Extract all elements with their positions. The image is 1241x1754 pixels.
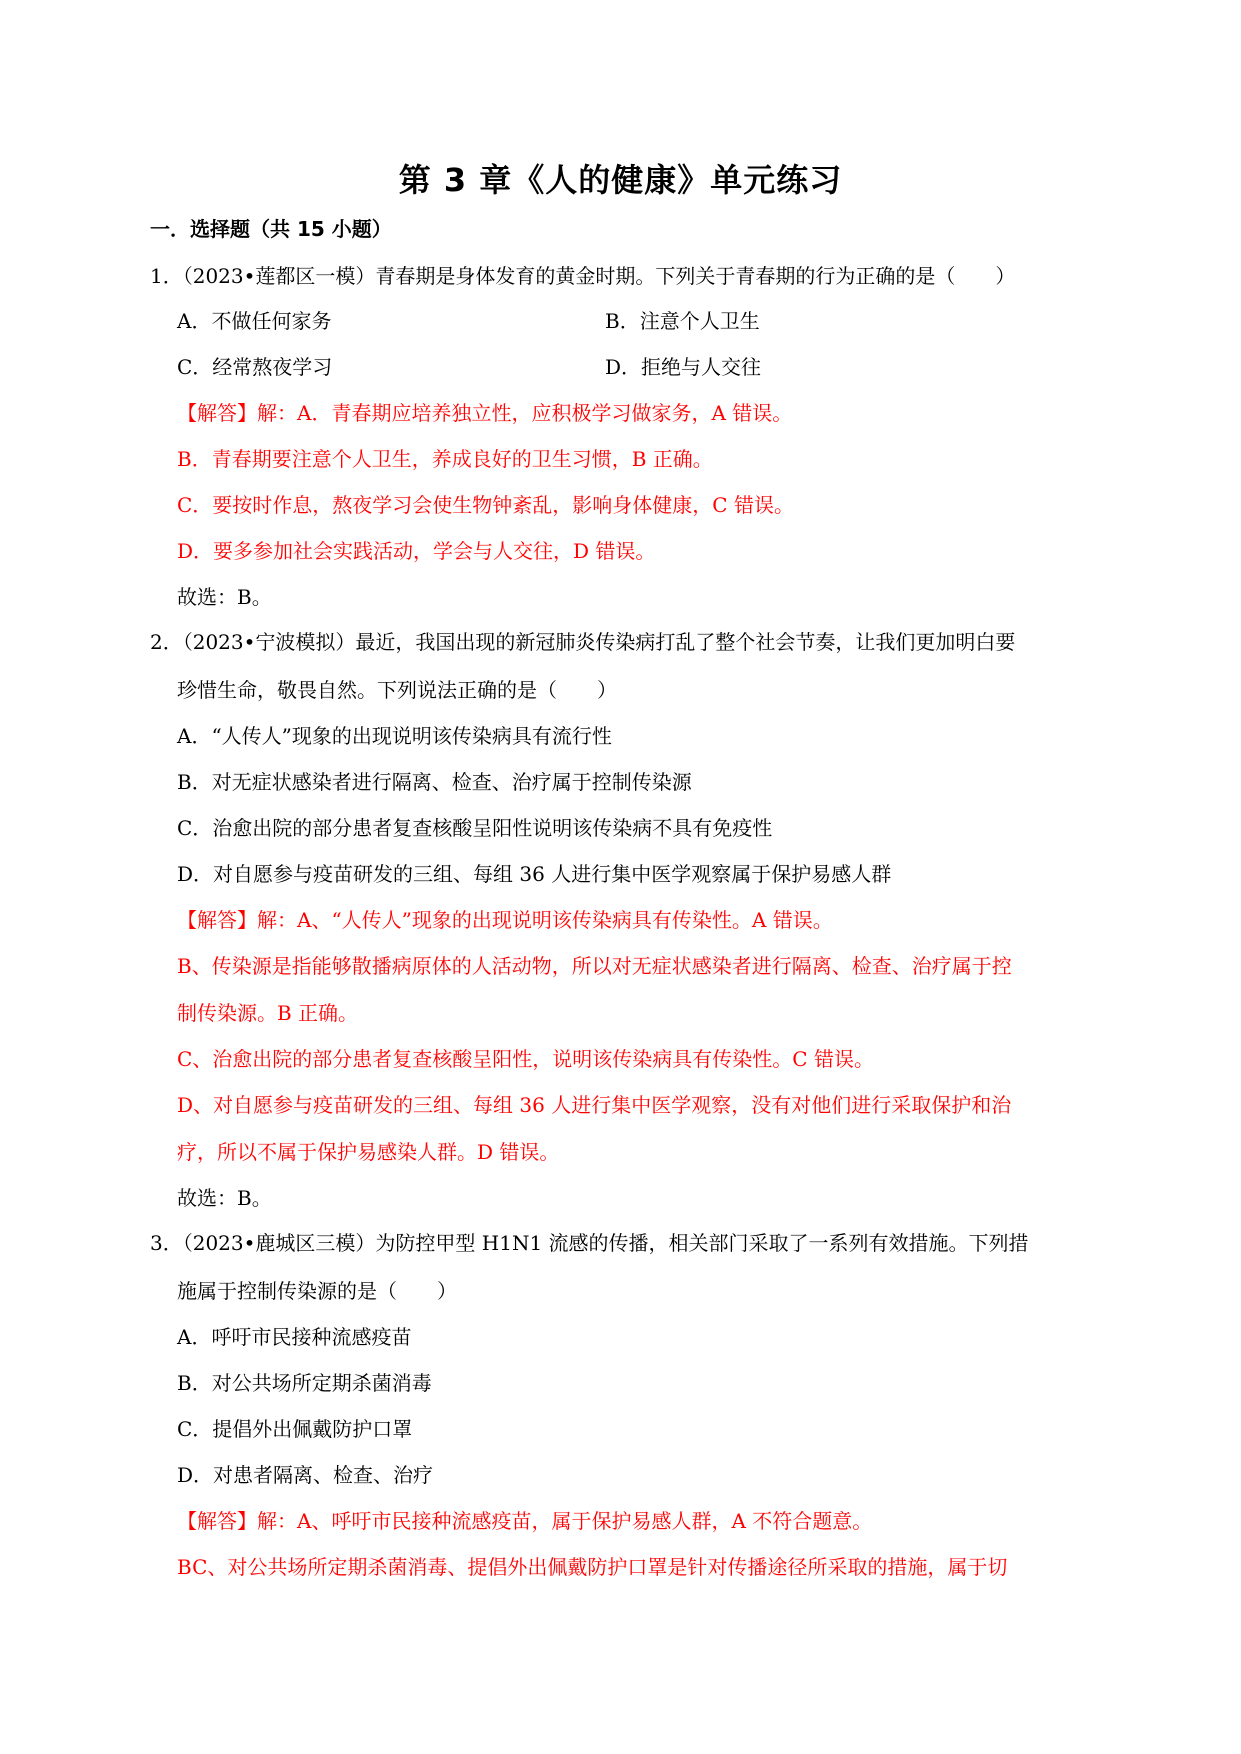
question-2-stem-line: 2．（2023•宁波模拟）最近，我国出现的新冠肺炎传染病打乱了整个社会节奏，让我们更加明白要 bbox=[150, 630, 1016, 654]
page-title: 第 3 章《人的健康》单元练习 bbox=[398, 161, 843, 199]
question-2-answer-line: 制传染源。B 正确。 bbox=[177, 1001, 359, 1025]
question-1-answer-line: D．要多参加社会实践活动，学会与人交往，D 错误。 bbox=[177, 539, 656, 563]
question-2-choice: 故选：B。 bbox=[177, 1186, 272, 1210]
question-2-option-c: C．治愈出院的部分患者复查核酸呈阳性说明该传染病不具有免疫性 bbox=[177, 816, 773, 840]
question-2-answer-line: C、治愈出院的部分患者复查核酸呈阳性，说明该传染病具有传染性。C 错误。 bbox=[177, 1047, 874, 1071]
question-1-option-b: B．注意个人卫生 bbox=[605, 309, 760, 333]
question-1-choice: 故选：B。 bbox=[177, 585, 272, 609]
question-3-option-a: A．呼吁市民接种流感疫苗 bbox=[177, 1325, 412, 1349]
question-1-option-a: A．不做任何家务 bbox=[177, 309, 332, 333]
question-2-option-d: D．对自愿参与疫苗研发的三组、每组 36 人进行集中医学观察属于保护易感人群 bbox=[177, 862, 892, 886]
question-3-option-d: D．对患者隔离、检查、治疗 bbox=[177, 1463, 434, 1487]
question-2-answer-line: 疗，所以不属于保护易感染人群。D 错误。 bbox=[177, 1140, 560, 1164]
question-1-answer-line: C．要按时作息，熬夜学习会使生物钟紊乱，影响身体健康，C 错误。 bbox=[177, 493, 794, 517]
question-2-answer-line: 【解答】解：A、“人传人”现象的出现说明该传染病具有传染性。A 错误。 bbox=[177, 908, 833, 932]
question-1-option-d: D．拒绝与人交往 bbox=[605, 355, 762, 379]
question-2-option-a: A．“人传人”现象的出现说明该传染病具有流行性 bbox=[177, 724, 612, 748]
question-1-answer-line: 【解答】解：A．青春期应培养独立性，应积极学习做家务，A 错误。 bbox=[177, 401, 793, 425]
question-1-stem: 1．（2023•莲都区一模）青春期是身体发育的黄金时期。下列关于青春期的行为正确的是（ ） bbox=[150, 264, 1016, 288]
question-1-option-c: C．经常熬夜学习 bbox=[177, 355, 333, 379]
section-heading: 一．选择题（共 15 小题） bbox=[150, 217, 392, 241]
question-2-stem-line: 珍惜生命，敬畏自然。下列说法正确的是（ ） bbox=[177, 678, 617, 702]
question-3-answer-line: 【解答】解：A、呼吁市民接种流感疫苗，属于保护易感人群，A 不符合题意。 bbox=[177, 1509, 873, 1533]
question-3-stem-line: 3．（2023•鹿城区三模）为防控甲型 H1N1 流感的传播，相关部门采取了一系列有效措施。下列措 bbox=[150, 1231, 1029, 1255]
question-2-answer-line: B、传染源是指能够散播病原体的人活动物，所以对无症状感染者进行隔离、检查、治疗属于控 bbox=[177, 954, 1012, 978]
question-3-stem-line: 施属于控制传染源的是（ ） bbox=[177, 1279, 457, 1303]
question-3-option-b: B．对公共场所定期杀菌消毒 bbox=[177, 1371, 432, 1395]
question-3-option-c: C．提倡外出佩戴防护口罩 bbox=[177, 1417, 413, 1441]
question-2-option-b: B．对无症状感染者进行隔离、检查、治疗属于控制传染源 bbox=[177, 770, 692, 794]
question-3-answer-line: BC、对公共场所定期杀菌消毒、提倡外出佩戴防护口罩是针对传播途径所采取的措施，属于切 bbox=[177, 1555, 1008, 1579]
question-1-answer-line: B．青春期要注意个人卫生，养成良好的卫生习惯，B 正确。 bbox=[177, 447, 713, 471]
question-2-answer-line: D、对自愿参与疫苗研发的三组、每组 36 人进行集中医学观察，没有对他们进行采取保护和治 bbox=[177, 1093, 1012, 1117]
